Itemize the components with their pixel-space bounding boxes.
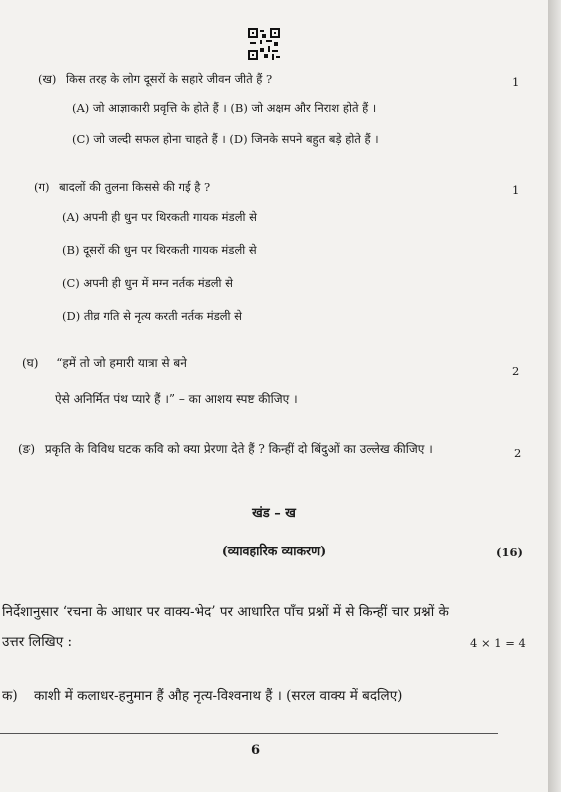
question-label: (ख) xyxy=(38,72,57,86)
instruction-line2: उत्तर लिखिए : xyxy=(2,634,73,650)
option-a: (A) अपनी ही धुन पर थिरकती गायक मंडली से xyxy=(62,210,257,224)
options-ab: (A) जो आज्ञाकारी प्रवृत्ति के होते हैं । (B) जो अक्षम और निराश होते हैं । xyxy=(72,101,377,115)
question-gha xyxy=(22,354,187,371)
marks: 2 xyxy=(512,364,520,378)
marks: 1 xyxy=(512,183,520,197)
marks: 2 xyxy=(514,446,522,460)
question-label: (घ) xyxy=(22,356,39,370)
question-text: प्रकृति के विविध घटक कवि को क्या प्रेरणा देते हैं ? किन्हीं दो बिंदुओं का उल्लेख कीजिए । xyxy=(44,442,433,456)
options-cd: (C) जो जल्दी सफल होना चाहते हैं । (D) जिनके सपने बहुत बड़े होते हैं । xyxy=(72,132,379,146)
question-ka xyxy=(2,686,402,704)
question-label: (ङ) xyxy=(18,442,36,456)
question-text: काशी में कलाधर-हनुमान हैं औह नृत्य-विश्वनाथ हैं । (सरल वाक्य में बदलिए) xyxy=(33,688,403,704)
question-text: किस तरह के लोग दूसरों के सहारे जीवन जीते हैं ? xyxy=(66,72,273,86)
section-subtitle: (व्यावहारिक व्याकरण) xyxy=(221,543,327,558)
footer-rule xyxy=(0,733,498,734)
question-label: क) xyxy=(2,688,18,704)
qr-code-icon xyxy=(248,28,280,60)
question-kha xyxy=(38,72,272,87)
option-c: (C) अपनी ही धुन में मग्न नर्तक मंडली से xyxy=(62,276,233,290)
question-label: (ग) xyxy=(34,180,50,194)
instruction-marks: 4 × 1 = 4 xyxy=(470,636,526,650)
instruction-line1: निर्देशानुसार ‘रचना के आधार पर वाक्य-भेद’ पर आधारित पाँच प्रश्नों में से किन्हीं चार प्रश्नों के xyxy=(2,604,449,620)
option-b: (B) दूसरों की धुन पर थिरकती गायक मंडली से xyxy=(62,243,257,257)
question-text: बादलों की तुलना किससे की गई है ? xyxy=(59,180,211,194)
question-text-line2: ऐसे अनिर्मित पंथ प्यारे हैं ।” – का आशय स्पष्ट कीजिए । xyxy=(55,392,298,406)
option-d: (D) तीव्र गति से नृत्य करती नर्तक मंडली से xyxy=(62,309,242,323)
marks: 1 xyxy=(512,75,520,89)
question-ga xyxy=(34,180,210,195)
question-text-line1: “हमें तो जो हमारी यात्रा से बने xyxy=(56,356,187,370)
section-marks: (16) xyxy=(496,545,523,559)
page-number: 6 xyxy=(251,743,261,758)
section-title: खंड – ख xyxy=(252,506,296,521)
question-na xyxy=(18,440,433,457)
page-edge-shadow xyxy=(548,0,561,792)
